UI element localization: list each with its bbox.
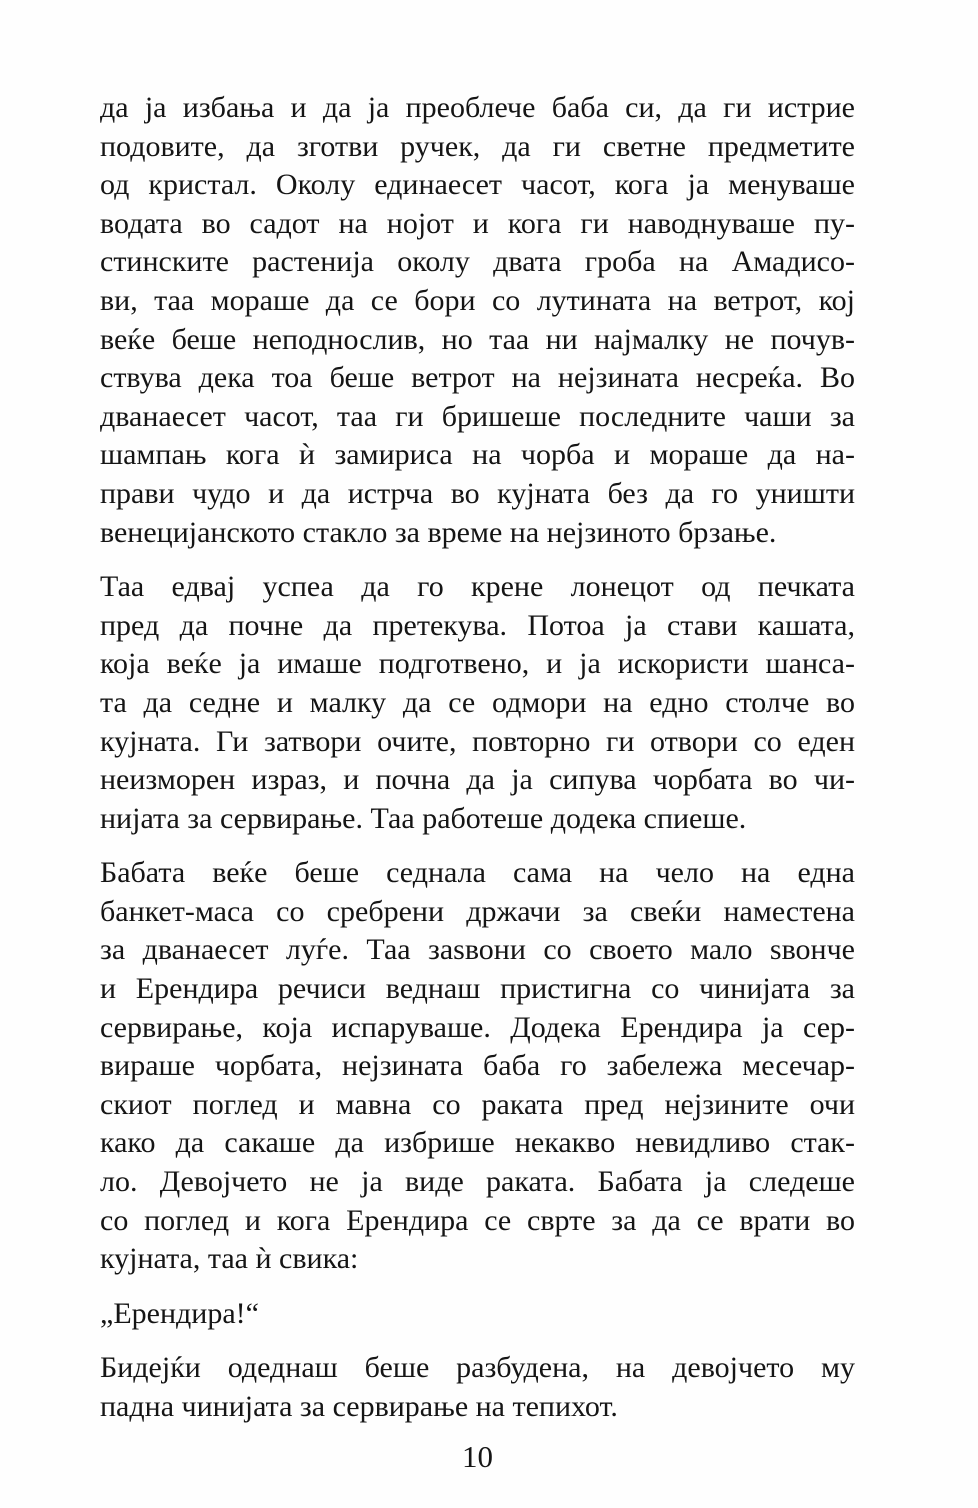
text-line: ви, таа мораше да се бори со лутината на ветрот, кој [100,283,855,317]
text-line: скиот поглед и мавна со раката пред нејзините очи [100,1087,855,1121]
text-line: „Ерендира!“ [100,1296,259,1330]
text-line: Бабата веќе беше седнала сама на чело на една [100,856,855,890]
text-line: кујната. Ги затвори очите, повторно ги отвори со еден [100,724,855,758]
text-line: дванаесет часот, таа ги бришеше последните чаши за [100,399,855,433]
text-line: неизморен израз, и почна да ја сипува чорбата во чи- [100,763,855,797]
text-line: вираше чорбата, нејзината баба го забележа месечар- [100,1049,855,1083]
text-line: од кристал. Околу единаесет часот, кога ја менуваше [100,168,855,202]
text-line: падна чинијата за сервирање на тепихот. [100,1390,618,1423]
text-line: ло. Девојчето не ја виде раката. Бабата ја следеше [100,1165,855,1199]
text-line: да ја избања и да ја преоблече баба си, да ги истрие [100,91,855,124]
text-block [100,89,855,1427]
text-line: ствува дека тоа беше ветрот на нејзината несреќа. Во [100,361,855,395]
text-line: пред да почне да претекува. Потоа ја стави кашата, [100,608,855,642]
text-line: нијата за сервирање. Таа работеше додека спиеше. [100,801,747,835]
text-line: веќе беше неподнослив, но таа ни најмалку не почув- [100,322,855,356]
text-line: за дванаесет луѓе. Таа заѕвони со своето мало ѕвонче [100,933,855,967]
text-line: Таа едвај успеа да го крене лонецот од печката [100,570,855,604]
text-line: која веќе ја имаше подготвено, и ја искористи шанса- [100,647,855,681]
text-line: подовите, да зготви ручек, да ги светне предметите [100,129,855,163]
page-number: 10 [462,1439,493,1474]
text-line: прави чудо и да истрча во кујната без да го уништи [100,476,855,510]
text-line: кујната, таа ѝ свика: [100,1242,359,1276]
text-line: венецијанското стакло за време на нејзиното брзање. [100,515,777,549]
text-line: водата во садот на нојот и кога ги наводнуваше пу- [100,206,855,240]
text-line: сервирање, која испаруваше. Додека Ерендира ја сер- [100,1010,855,1044]
text-line: та да седне и малку да се одмори на едно столче во [100,685,855,719]
text-line: како да сакаше да избрише некакво невидливо стак- [100,1126,855,1160]
text-line: Бидејќи одеднаш беше разбудена, на девојчето му [100,1351,855,1385]
text-line: со поглед и кога Ерендира се сврте за да се врати во [100,1203,855,1237]
text-line: шампањ кога ѝ замириса на чорба и мораше да на- [100,438,855,472]
text-line: банкет-маса со сребрени држачи за свеќи наместена [100,894,855,928]
text-line: и Ерендира речиси веднаш пристигна со чинијата за [100,972,855,1006]
text-line: стинските растенија околу двата гроба на Амадисо- [100,245,855,279]
